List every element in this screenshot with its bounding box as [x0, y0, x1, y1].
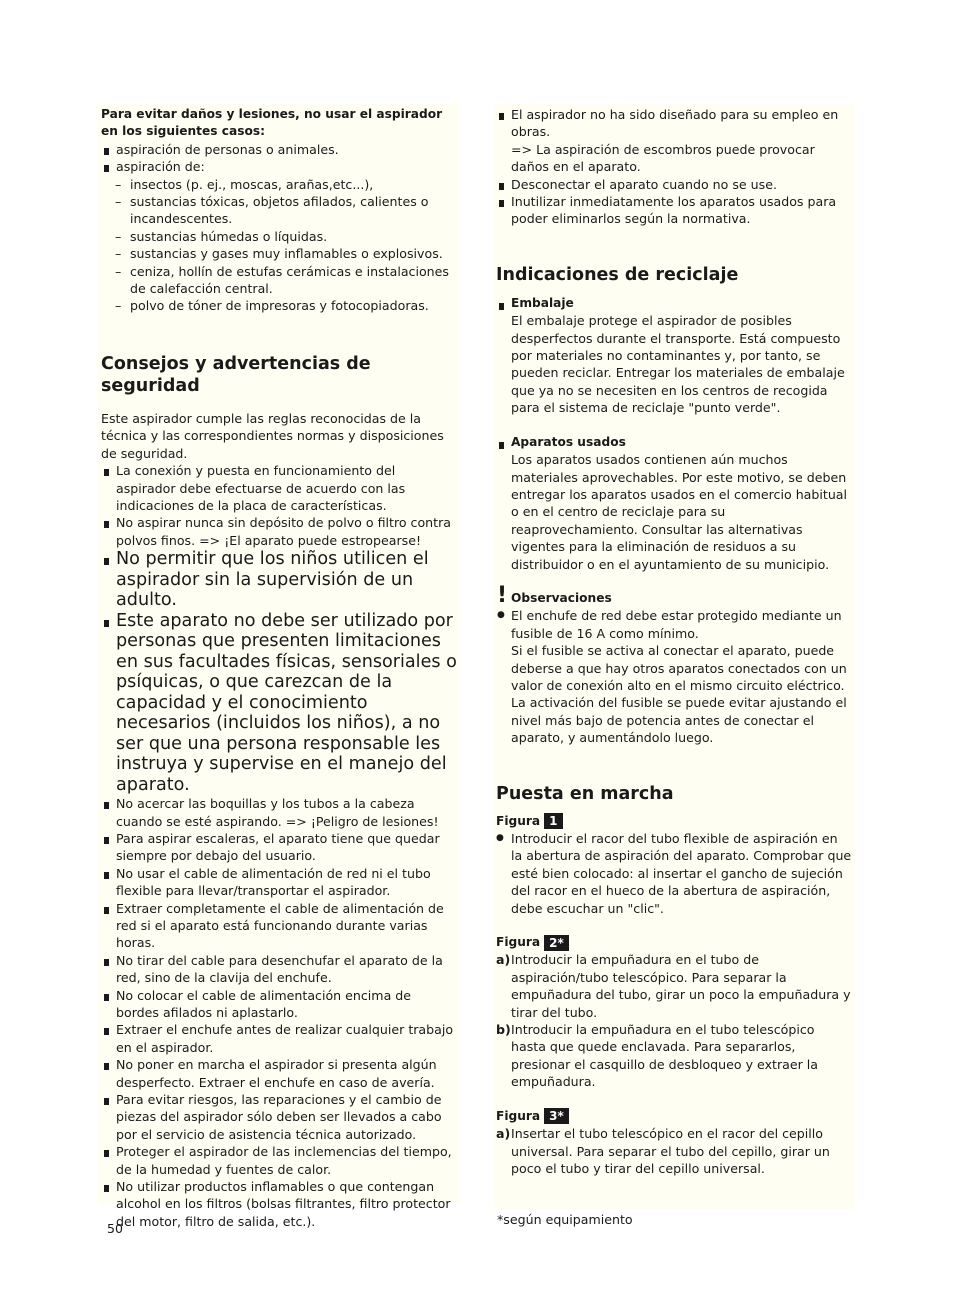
footnote: *según equipamiento	[497, 1212, 633, 1227]
step-b: b) Introducir la empuñadura en el tubo telescópico hasta que quede enclavada. Para separarlos, presionar el casquillo de desbloqueo y extraer la empuñadura.	[496, 1022, 819, 1090]
observations-item: ● El enchufe de red debe estar protegido mediante un fusible de 16 A como mínimo.	[497, 608, 842, 641]
intro-list	[101, 141, 457, 176]
figure-3-label: Figura 3*	[496, 1108, 852, 1125]
list-item: No poner en marcha el aspirador si presenta algún desperfecto. Extraer el enchufe en caso de avería.	[101, 1056, 457, 1091]
list-item: No aspirar nunca sin depósito de polvo o filtro contra polvos finos. => ¡El aparato puede estropearse!	[101, 514, 457, 549]
bullet-dot-icon: ●	[497, 610, 505, 621]
list-item: No utilizar productos inflamables o que contengan alcohol en los filtros (bolsas filtrantes, filtro protector del motor, filtro de salida, etc.).	[101, 1178, 457, 1230]
list-item: Desconectar el aparato cuando no se use.	[496, 176, 852, 193]
list-item: – sustancias y gases muy inflamables o explosivos.	[115, 245, 457, 262]
list-item: – sustancias húmedas o líquidas.	[115, 228, 457, 245]
list-item: El aspirador no ha sido diseñado para su empleo en obras. => La aspiración de escombros puede provocar daños en el aparato.	[496, 106, 852, 176]
used-title: Aparatos usados	[496, 434, 852, 451]
list-item: Proteger el aspirador de las inclemencias del tiempo, de la humedad y fuentes de calor.	[101, 1143, 457, 1178]
figure-1-list	[496, 830, 852, 917]
step-a: a) Insertar el tubo telescópico en el racor del cepillo universal. Para separar el tubo del cepillo, girar un poco el tubo y tirar del cepillo universal.	[496, 1126, 830, 1176]
page-number: 50	[107, 1221, 123, 1236]
observations-title: Observaciones	[511, 590, 612, 605]
list-item: aspiración de:	[101, 158, 457, 175]
list-item: Para aspirar escaleras, el aparato tiene que quedar siempre por debajo del usuario.	[101, 830, 457, 865]
figure-number-badge: 3*	[544, 1108, 569, 1124]
list-item: No tirar del cable para desenchufar el aparato de la red, sino de la clavija del enchufe.	[101, 952, 457, 987]
list-item: No usar el cable de alimentación de red ni el tubo flexible para llevar/transportar el aspirador.	[101, 865, 457, 900]
list-item-persons-warning: Este aparato no debe ser utilizado por personas que presenten limitaciones en sus facultades físicas, sensoriales o psíquicas, o que carezcan de la capacidad y el conocimiento necesarios (incluidos los niños), a no ser que una persona responsable les instruya y supervise en el manejo del aparato.	[101, 611, 457, 796]
top-list	[496, 106, 852, 228]
list-item: Inutilizar inmediatamente los aparatos usados para poder eliminarlos según la normativa.	[496, 193, 852, 228]
start-heading: Puesta en marcha	[496, 783, 674, 804]
figure-2-label: Figura 2*	[496, 934, 852, 951]
packaging-title: Embalaje	[496, 295, 852, 312]
list-item: Extraer completamente el cable de alimentación de red si el aparato está funcionando durante varias horas.	[101, 900, 457, 952]
recycle-heading: Indicaciones de reciclaje	[496, 264, 739, 285]
list-item: – sustancias tóxicas, objetos afilados, calientes o incandescentes.	[115, 193, 457, 228]
list-item: La conexión y puesta en funcionamiento del aspirador debe efectuarse de acuerdo con las indicaciones de la placa de características.	[101, 462, 457, 514]
list-item: ● Introducir el racor del tubo flexible de aspiración en la abertura de aspiración del aparato. Comprobar que esté bien colocado: al insertar el gancho de sujeción del racor en el hueco de la abertura de aspiración, debe escuchar un "clic".	[496, 830, 852, 917]
intro-sub-list	[101, 176, 457, 315]
figure-1-label: Figura 1	[496, 813, 852, 830]
list-item: – ceniza, hollín de estufas cerámicas e instalaciones de calefacción central.	[115, 263, 457, 298]
list-item: aspiración de personas o animales.	[101, 141, 457, 158]
figure-number-badge: 2*	[544, 935, 569, 951]
list-item: Extraer el enchufe antes de realizar cualquier trabajo en el aspirador.	[101, 1021, 457, 1056]
intro-warning: Para evitar daños y lesiones, no usar el aspirador en los siguientes casos:	[101, 107, 443, 139]
list-item: No acercar las boquillas y los tubos a la cabeza cuando se esté aspirando. => ¡Peligro de lesiones!	[101, 795, 457, 830]
right-column	[493, 104, 855, 1210]
list-item: Para evitar riesgos, las reparaciones y el cambio de piezas del aspirador sólo deben ser llevados a cabo por el servicio de asistencia técnica autorizado.	[101, 1091, 457, 1143]
observations-text: Si el fusible se activa al conectar el aparato, puede deberse a que hay otros aparatos conectados con un valor de conexión alto en el mismo circuito eléctrico. La activación del fusible se puede evitar ajustando el nivel más bajo de potencia antes de conectar el aparato, y aumentándolo luego.	[511, 643, 847, 746]
safety-heading: Consejos y advertencias de seguridad	[101, 353, 371, 396]
safety-list	[101, 462, 457, 1230]
list-item: No colocar el cable de alimentación encima de bordes afilados ni aplastarlo.	[101, 987, 457, 1022]
observations-block	[496, 582, 852, 747]
figure-number-badge: 1	[544, 813, 562, 829]
list-item: – polvo de tóner de impresoras y fotocopiadoras.	[115, 297, 457, 314]
used-text: Los aparatos usados contienen aún muchos materiales aprovechables. Por este motivo, se deben entregar los aparatos usados en el comercio habitual o en el centro de reciclaje para su reaprovechamiento. Consultar las alternativas vigentes para la eliminación de residuos a su distribuidor o en el ayuntamiento de su municipio.	[511, 452, 848, 572]
exclamation-icon: !	[497, 582, 508, 608]
list-item: – insectos (p. ej., moscas, arañas,etc...),	[115, 176, 457, 193]
step-a: a) Introducir la empuñadura en el tubo de aspiración/tubo telescópico. Para separar la empuñadura del tubo, girar un poco la empuñadura y tirar del tubo.	[496, 952, 851, 1020]
safety-intro: Este aspirador cumple las reglas reconocidas de la técnica y las correspondientes normas y disposiciones de seguridad.	[101, 410, 444, 461]
list-item-children-warning: No permitir que los niños utilicen el aspirador sin la supervisión de un adulto.	[101, 549, 457, 611]
packaging-text: El embalaje protege el aspirador de posibles desperfectos durante el transporte. Está compuesto por materiales no contaminantes y, por tanto, se pueden reciclar. Entregar los materiales de embalaje que ya no se necesiten en los centros de recogida para el sistema de reciclaje "punto verde".	[511, 313, 845, 416]
